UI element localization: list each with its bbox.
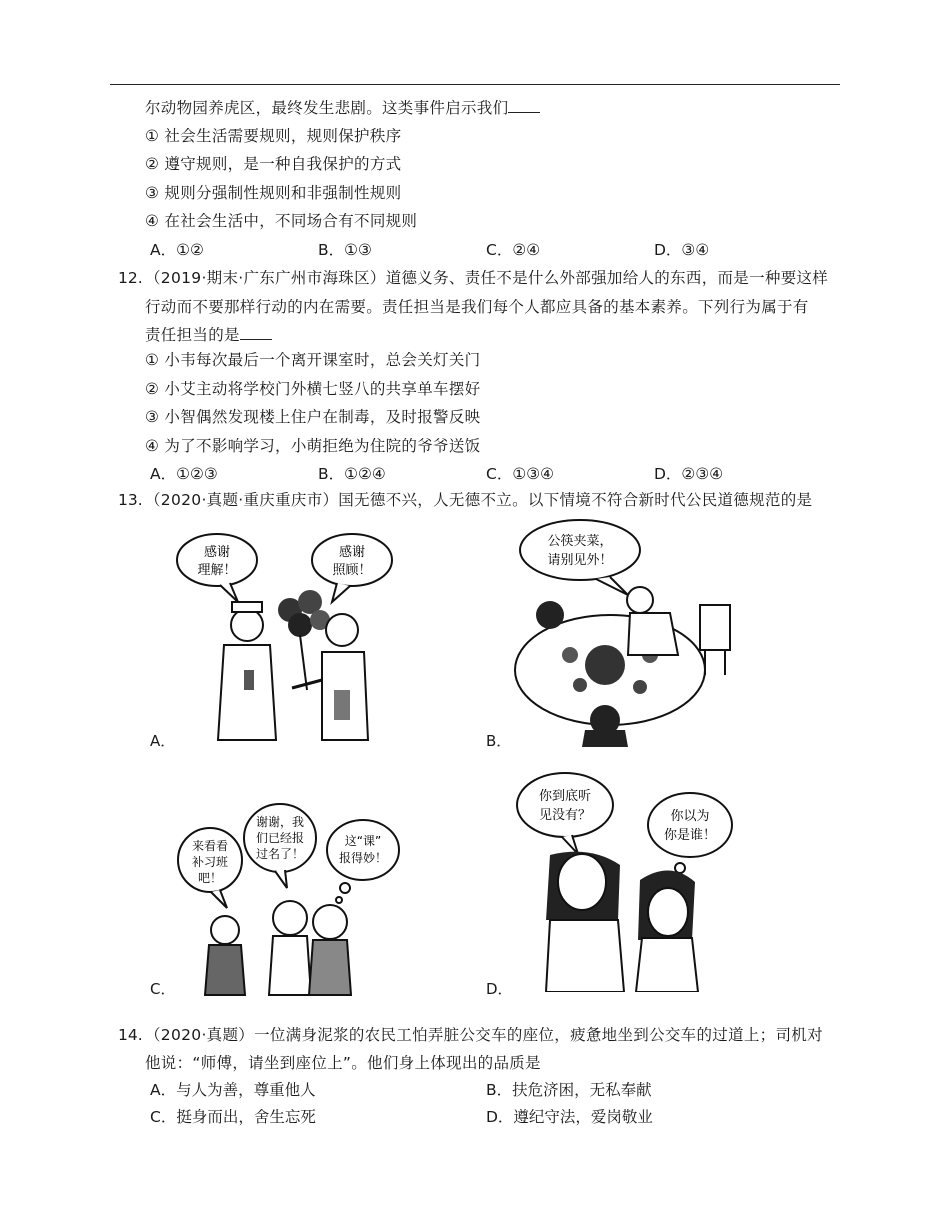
q13-option-c-label: C． [150,980,176,998]
q12-option-d: D．②③④ [654,465,724,483]
cartoon-b-shared-chopsticks [510,515,740,747]
q12-number: 12. [118,269,143,287]
q12-item-1: ① 小韦每次最后一个离开课室时，总会关灯关门 [145,351,481,369]
q12-stem-line-3: 责任担当的是 [145,325,272,345]
q13-option-b-label: B． [486,732,512,750]
bubble-c-right-1: 这“课” [344,834,382,848]
q12-stem-line-2: 行动而不要那样行动的内在需要。责任担当是我们每个人都应具备的基本素养。下列行为属于有 [145,298,809,316]
bubble-a-left-2: 理解！ [197,563,237,578]
bubble-c-left-2: 补习班 [191,855,229,869]
q11-item-1: ① 社会生活需要规则，规则保护秩序 [145,127,402,145]
q12-option-a: A．①②③ [150,465,218,483]
bubble-c-mid-3: 过名了！ [255,847,305,861]
bubble-d-left-2: 见没有？ [538,808,592,823]
q13-number: 13. [118,491,143,509]
q11-stem-tail: 尔动物园养虎区，最终发生悲剧。这类事件启示我们 [145,98,540,118]
q11-option-b: B．①③ [318,241,372,259]
q14-option-a: A．与人为善，尊重他人 [150,1081,316,1099]
q11-option-c: C．②④ [486,241,541,259]
bubble-c-mid-2: 们已经报 [255,831,305,845]
q11-item-2: ② 遵守规则，是一种自我保护的方式 [145,155,402,173]
q12-item-3: ③ 小智偶然发现楼上住户在制毒，及时报警反映 [145,408,481,426]
q14-option-b: B．扶危济困，无私奉献 [486,1081,652,1099]
q13-stem: （2020·真题·重庆重庆市）国无德不兴，人无德不立。以下情境不符合新时代公民道德规范的是 [145,491,813,509]
q14-option-c: C．挺身而出，舍生忘死 [150,1108,316,1126]
header-rule [110,84,840,85]
bubble-d-right-1: 你以为 [670,809,710,824]
bubble-b-1: 公筷夹菜， [547,534,613,549]
answer-blank [240,325,272,340]
bubble-a-right-1: 感谢 [338,545,366,560]
cartoon-d-rude-argument [510,770,740,992]
q11-option-d: D．③④ [654,241,710,259]
bubble-a-left-1: 感谢 [203,545,231,560]
q12-option-c: C．①③④ [486,465,555,483]
q12-stem-line-1: （2019·期末·广东广州市海珠区）道德义务、责任不是什么外部强加给人的东西，而是一种要这样 [145,269,829,287]
q11-item-3: ③ 规则分强制性规则和非强制性规则 [145,184,402,202]
bubble-c-right-2: 报得妙！ [338,851,388,865]
q11-item-4: ④ 在社会生活中，不同场合有不同规则 [145,212,418,230]
q14-stem-line-1: （2020·真题）一位满身泥浆的农民工怕弄脏公交车的座位，疲惫地坐到公交车的过道上；司机对 [145,1026,823,1044]
q12-option-b: B．①②④ [318,465,386,483]
q11-option-a: A．①② [150,241,204,259]
bubble-a-right-2: 照顾！ [332,563,372,578]
bubble-c-mid-1: 谢谢，我 [255,815,305,829]
bubble-d-right-2: 你是谁！ [663,828,717,843]
bubble-c-left-1: 来看看 [191,839,229,853]
bubble-b-2: 请别见外！ [547,553,613,568]
cartoon-a-doctor-thanks [172,530,402,748]
q14-number: 14. [118,1026,143,1044]
q13-option-a-label: A． [150,732,176,750]
bubble-c-left-3: 吧！ [197,871,223,885]
answer-blank [508,98,540,113]
q14-option-d: D．遵纪守法，爱岗敬业 [486,1108,653,1126]
q14-stem-line-2: 他说：“师傅，请坐到座位上”。他们身上体现出的品质是 [145,1054,541,1072]
bubble-d-left-1: 你到底听 [538,789,592,804]
q12-item-4: ④ 为了不影响学习，小萌拒绝为住院的爷爷送饭 [145,437,481,455]
q13-option-d-label: D． [486,980,513,998]
q12-item-2: ② 小艾主动将学校门外横七竖八的共享单车摆好 [145,380,481,398]
cartoon-c-tutoring-class [175,800,405,1000]
